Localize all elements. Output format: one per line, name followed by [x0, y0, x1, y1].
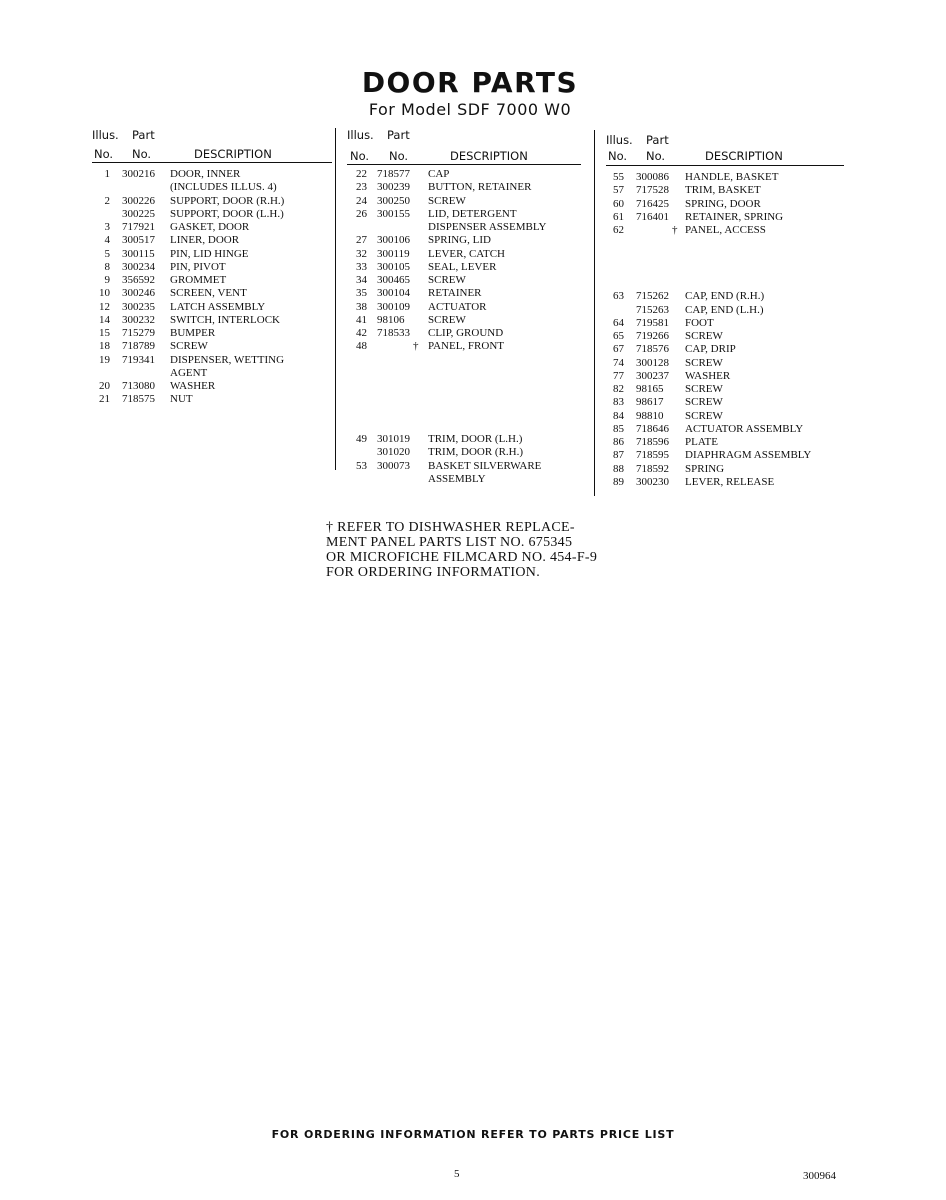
part-description: LINER, DOOR [170, 234, 240, 247]
parts-row [347, 261, 581, 274]
blank-row [606, 277, 844, 290]
part-description: GASKET, DOOR [170, 221, 250, 233]
part-no-header: No. [132, 147, 152, 161]
header-rule [347, 164, 581, 165]
ordering-note [326, 520, 597, 580]
illus-number: 26 [356, 207, 367, 220]
parts-row [347, 168, 581, 181]
part-description: PANEL, ACCESS [685, 224, 766, 236]
illus-number: 87 [613, 449, 624, 462]
parts-row [347, 195, 581, 208]
parts-row [606, 290, 844, 303]
part-description: ACTUATOR [428, 300, 487, 313]
note-line: MENT PANEL PARTS LIST NO. 675345 [326, 535, 573, 550]
illus-number: 5 [104, 247, 110, 260]
blank-row [347, 367, 581, 380]
parts-row [347, 221, 581, 234]
part-number: 300225 [122, 207, 155, 220]
part-number: 300234 [122, 260, 155, 273]
part-number: † [413, 340, 419, 353]
illus-number: 86 [613, 436, 624, 448]
part-description: (INCLUDES ILLUS. 4) [170, 181, 277, 194]
description-header: DESCRIPTION [705, 149, 783, 163]
part-number: 718577 [377, 168, 410, 180]
part-number: 300115 [122, 247, 155, 260]
parts-row [347, 473, 581, 486]
part-number: 300246 [122, 287, 155, 300]
illus-number: 10 [99, 287, 110, 300]
illus-number: 57 [613, 184, 624, 197]
part-description: SEAL, LEVER [428, 260, 497, 273]
no-header: No. [350, 149, 370, 163]
blank-row [347, 380, 581, 393]
illus-number: 64 [613, 316, 624, 329]
parts-row [92, 340, 332, 353]
parts-row [347, 327, 581, 340]
illus-number: 83 [613, 396, 624, 409]
page-title: DOOR PARTS [361, 66, 579, 99]
part-description: SPRING [685, 462, 725, 475]
parts-row [347, 460, 581, 473]
part-no-header: No. [389, 149, 409, 163]
illus-number: 23 [356, 181, 367, 194]
parts-row [92, 195, 332, 208]
part-description: SWITCH, INTERLOCK [170, 313, 280, 326]
part-number: 300250 [377, 194, 410, 207]
illus-number: 67 [613, 343, 624, 356]
part-description: LEVER, CATCH [428, 247, 505, 260]
parts-row [606, 184, 844, 197]
parts-row [347, 234, 581, 247]
illus-number: 61 [613, 210, 624, 223]
illus-number: 20 [99, 380, 110, 392]
parts-row [92, 248, 332, 261]
illus-number: 24 [356, 194, 367, 207]
illus-number: 77 [613, 369, 624, 382]
part-description: DISPENSER ASSEMBLY [428, 221, 547, 233]
parts-row [347, 287, 581, 300]
column-divider [335, 128, 336, 470]
part-number: 300104 [377, 287, 410, 300]
part-number: 300216 [122, 168, 155, 180]
part-description: NUT [170, 393, 193, 406]
illus-number: 15 [99, 327, 110, 339]
illus-number: 60 [613, 197, 624, 210]
parts-row [92, 380, 332, 393]
parts-row [92, 274, 332, 287]
parts-row [92, 208, 332, 221]
ordering-footer: FOR ORDERING INFORMATION REFER TO PARTS PRICE LIST [271, 1128, 675, 1141]
illus-number: 1 [104, 168, 110, 180]
part-number: 300073 [377, 459, 410, 472]
illus-number: 27 [356, 234, 367, 247]
part-description: SPRING, LID [428, 234, 491, 247]
illus-number: 14 [99, 313, 110, 326]
part-number: 300109 [377, 300, 410, 313]
parts-row [606, 224, 844, 237]
part-description: SCREEN, VENT [170, 287, 247, 300]
parts-row [606, 370, 844, 383]
part-number: 718595 [636, 449, 669, 462]
part-number: 719581 [636, 316, 669, 329]
part-description: PIN, LID HINGE [170, 247, 249, 260]
part-number: 300237 [636, 369, 669, 382]
part-description: CAP, DRIP [685, 343, 736, 356]
part-description: PANEL, FRONT [428, 340, 504, 353]
illus-number: 63 [613, 290, 624, 303]
part-description: SPRING, DOOR [685, 197, 761, 210]
parts-row [92, 354, 332, 367]
parts-row [92, 234, 332, 247]
part-number: 718533 [377, 327, 410, 339]
part-header: Part [646, 133, 669, 147]
illus-header: Illus. [606, 133, 633, 147]
illus-number: 34 [356, 274, 367, 286]
illus-header: Illus. [347, 128, 374, 142]
parts-row [92, 327, 332, 340]
part-number: 300239 [377, 181, 410, 194]
parts-row [606, 357, 844, 370]
illus-number: 38 [356, 300, 367, 313]
illus-number: 53 [356, 459, 367, 472]
part-description: SUPPORT, DOOR (L.H.) [170, 207, 284, 220]
parts-row [606, 423, 844, 436]
parts-row [606, 198, 844, 211]
part-description: HANDLE, BASKET [685, 171, 779, 183]
no-header: No. [94, 147, 114, 161]
parts-row [92, 367, 332, 380]
part-description: SCREW [685, 330, 723, 342]
part-description: SCREW [428, 313, 466, 326]
note-line: † REFER TO DISHWASHER REPLACE- [326, 520, 575, 535]
part-description: TRIM, DOOR (R.H.) [428, 446, 524, 459]
illus-number: 18 [99, 340, 110, 353]
illus-number: 89 [613, 475, 624, 488]
part-description: SCREW [428, 274, 466, 286]
part-number: 717528 [636, 184, 669, 197]
part-number: 718596 [636, 436, 669, 448]
parts-row [347, 314, 581, 327]
description-header: DESCRIPTION [194, 147, 272, 161]
part-number: 98106 [377, 313, 405, 326]
part-no-header: No. [646, 149, 666, 163]
part-description: DIAPHRAGM ASSEMBLY [685, 449, 812, 462]
illus-number: 55 [613, 171, 624, 183]
illus-number: 82 [613, 383, 624, 395]
note-line: FOR ORDERING INFORMATION. [326, 565, 541, 580]
part-description: CLIP, GROUND [428, 327, 504, 339]
part-number: † [672, 224, 678, 236]
part-description: SUPPORT, DOOR (R.H.) [170, 194, 285, 207]
part-description: LATCH ASSEMBLY [170, 300, 266, 313]
part-number: 356592 [122, 274, 155, 286]
header-rule [606, 165, 844, 166]
part-description: PLATE [685, 436, 718, 448]
part-number: 98165 [636, 383, 664, 395]
parts-row [606, 330, 844, 343]
illus-number: 32 [356, 247, 367, 260]
parts-row [92, 221, 332, 234]
parts-row [92, 261, 332, 274]
part-description: SCREW [685, 356, 723, 369]
parts-row [347, 340, 581, 353]
part-number: 718575 [122, 393, 155, 406]
parts-row [606, 304, 844, 317]
document-number: 300964 [803, 1170, 836, 1182]
part-description: PIN, PIVOT [170, 260, 226, 273]
column-divider [594, 130, 595, 496]
part-number: 301020 [377, 446, 410, 459]
blank-row [347, 407, 581, 420]
illus-number: 49 [356, 433, 367, 445]
illus-number: 65 [613, 330, 624, 342]
parts-column-2 [347, 128, 581, 486]
parts-row [606, 463, 844, 476]
parts-row [347, 208, 581, 221]
part-description: BASKET SILVERWARE [428, 459, 542, 472]
illus-number: 33 [356, 260, 367, 273]
parts-row [92, 181, 332, 194]
part-number: 300155 [377, 207, 410, 220]
column-header [606, 133, 844, 169]
illus-header: Illus. [92, 128, 119, 142]
parts-row [606, 171, 844, 184]
part-description: CAP, END (L.H.) [685, 303, 764, 316]
part-number: 717921 [122, 221, 155, 233]
part-number: 300128 [636, 356, 669, 369]
part-number: 300119 [377, 247, 410, 260]
part-number: 300232 [122, 313, 155, 326]
parts-row [606, 476, 844, 489]
illus-number: 84 [613, 409, 624, 422]
part-description: DISPENSER, WETTING [170, 353, 285, 366]
part-number: 98617 [636, 396, 664, 409]
description-header: DESCRIPTION [450, 149, 528, 163]
parts-row [92, 168, 332, 181]
column-header [92, 128, 332, 164]
part-number: 713080 [122, 380, 155, 392]
parts-row [92, 301, 332, 314]
blank-row [347, 354, 581, 367]
page-number: 5 [454, 1168, 460, 1180]
part-description: BUTTON, RETAINER [428, 181, 532, 194]
illus-number: 8 [104, 260, 110, 273]
part-number: 718576 [636, 343, 669, 356]
illus-number: 35 [356, 287, 367, 300]
parts-row [606, 410, 844, 423]
part-number: 719266 [636, 330, 669, 342]
illus-number: 85 [613, 422, 624, 435]
parts-row [92, 287, 332, 300]
blank-row [347, 420, 581, 433]
part-number: 715262 [636, 290, 669, 303]
part-description: LEVER, RELEASE [685, 475, 775, 488]
part-number: 718592 [636, 462, 669, 475]
part-description: ACTUATOR ASSEMBLY [685, 422, 804, 435]
part-description: SCREW [170, 340, 208, 353]
part-description: SCREW [685, 396, 723, 409]
part-header: Part [387, 128, 410, 142]
illus-number: 74 [613, 356, 624, 369]
part-number: 300235 [122, 300, 155, 313]
illus-number: 19 [99, 353, 110, 366]
header-rule [92, 162, 332, 163]
parts-row [606, 343, 844, 356]
blank-row [606, 251, 844, 264]
illus-number: 3 [104, 221, 110, 233]
illus-number: 12 [99, 300, 110, 313]
illus-number: 41 [356, 313, 367, 326]
part-number: 715263 [636, 303, 669, 316]
part-description: SCREW [428, 194, 466, 207]
part-header: Part [132, 128, 155, 142]
illus-number: 21 [99, 393, 110, 406]
part-description: TRIM, BASKET [685, 184, 761, 197]
part-description: TRIM, DOOR (L.H.) [428, 433, 523, 445]
part-number: 716425 [636, 197, 669, 210]
part-description: GROMMET [170, 274, 227, 286]
parts-row [347, 433, 581, 446]
part-number: 300105 [377, 260, 410, 273]
parts-row [606, 211, 844, 224]
illus-number: 42 [356, 327, 367, 339]
parts-row [606, 436, 844, 449]
part-number: 300226 [122, 194, 155, 207]
parts-row [606, 317, 844, 330]
parts-column-1 [92, 128, 332, 407]
parts-row [606, 396, 844, 409]
parts-row [606, 383, 844, 396]
parts-row [347, 181, 581, 194]
illus-number: 9 [104, 274, 110, 286]
part-description: SCREW [685, 409, 723, 422]
parts-row [347, 301, 581, 314]
part-description: DOOR, INNER [170, 168, 241, 180]
parts-row [92, 393, 332, 406]
model-subtitle: For Model SDF 7000 W0 [368, 100, 572, 119]
part-description: SCREW [685, 383, 723, 395]
parts-list [347, 164, 581, 486]
part-number: 300230 [636, 475, 669, 488]
part-description: BUMPER [170, 327, 216, 339]
part-description: CAP [428, 168, 450, 180]
part-number: 716401 [636, 210, 669, 223]
part-number: 300517 [122, 234, 155, 247]
blank-row [347, 393, 581, 406]
part-description: WASHER [685, 369, 731, 382]
part-number: 718646 [636, 422, 669, 435]
part-number: 718789 [122, 340, 155, 353]
column-header [347, 128, 581, 164]
part-number: 300106 [377, 234, 410, 247]
parts-row [347, 446, 581, 459]
illus-number: 4 [104, 234, 110, 247]
part-description: FOOT [685, 316, 714, 329]
parts-row [92, 314, 332, 327]
blank-row [606, 237, 844, 250]
part-description: RETAINER [428, 287, 482, 300]
part-number: 715279 [122, 327, 155, 339]
parts-row [347, 248, 581, 261]
illus-number: 62 [613, 224, 624, 236]
part-number: 300086 [636, 171, 669, 183]
illus-number: 48 [356, 340, 367, 353]
blank-row [606, 264, 844, 277]
part-description: WASHER [170, 380, 216, 392]
illus-number: 22 [356, 168, 367, 180]
part-number: 300465 [377, 274, 410, 286]
parts-row [347, 274, 581, 287]
no-header: No. [608, 149, 628, 163]
part-description: RETAINER, SPRING [685, 210, 784, 223]
part-description: LID, DETERGENT [428, 207, 517, 220]
part-number: 719341 [122, 353, 155, 366]
illus-number: 88 [613, 462, 624, 475]
part-description: ASSEMBLY [428, 472, 486, 485]
part-number: 98810 [636, 409, 664, 422]
illus-number: 2 [104, 194, 110, 207]
part-description: CAP, END (R.H.) [685, 290, 765, 303]
note-line: OR MICROFICHE FILMCARD NO. 454-F-9 [326, 550, 598, 565]
part-number: 301019 [377, 433, 410, 445]
parts-list [92, 164, 332, 407]
part-description: AGENT [170, 366, 208, 379]
parts-list [606, 169, 844, 489]
parts-row [606, 449, 844, 462]
parts-column-3 [606, 133, 844, 489]
